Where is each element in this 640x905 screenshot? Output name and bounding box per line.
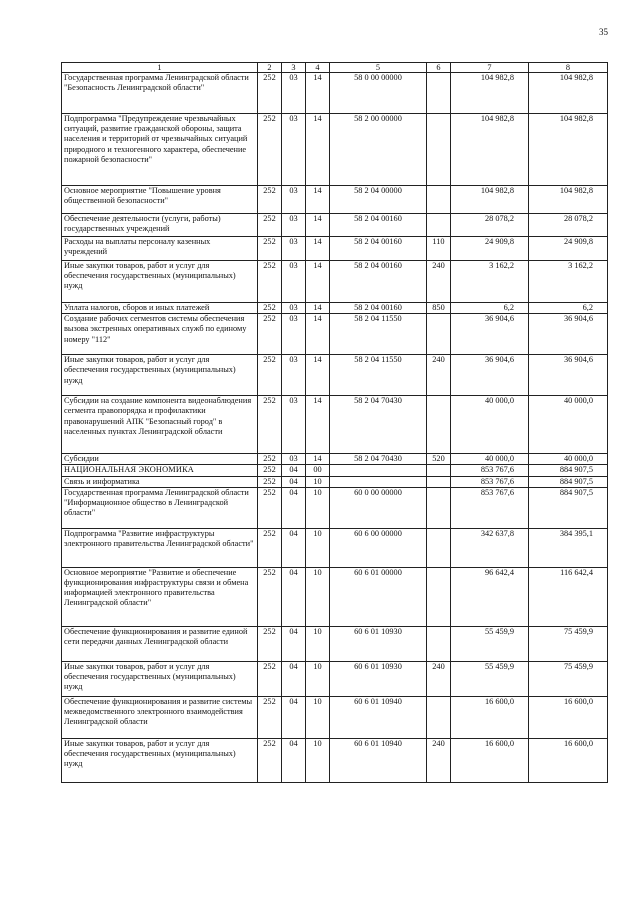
- row-name-cell: Подпрограмма "Предупреждение чрезвычайных ситуаций, развитие гражданской обороны, защита населения и территорий от чрезвычайных ситуаций природного и техногенного характера, обеспечение пожарной безопасности": [62, 114, 258, 186]
- target-article-cell: 58 2 04 00000: [330, 186, 427, 214]
- target-article-cell: 58 2 04 00160: [330, 237, 427, 261]
- section-code-cell: 04: [282, 528, 306, 567]
- amount-year1-cell: 6,2: [451, 303, 529, 314]
- amount-year1-cell: 853 767,6: [451, 487, 529, 528]
- subsection-code-cell: 14: [306, 114, 330, 186]
- row-name-cell: Иные закупки товаров, работ и услуг для обеспечения государственных (муниципальных) нужд: [62, 355, 258, 396]
- section-code-cell: 03: [282, 261, 306, 303]
- amount-year1-cell: 104 982,8: [451, 186, 529, 214]
- section-code-cell: 03: [282, 314, 306, 355]
- section-code-cell: 04: [282, 465, 306, 476]
- section-code-cell: 03: [282, 214, 306, 237]
- amount-year1-cell: 24 909,8: [451, 237, 529, 261]
- target-article-cell: 60 0 00 00000: [330, 487, 427, 528]
- row-name-cell: Обеспечение функционирования и развитие единой сети передачи данных Ленинградской области: [62, 626, 258, 661]
- ved-code-cell: 252: [258, 567, 282, 626]
- target-article-cell: 58 2 04 70430: [330, 454, 427, 465]
- target-article-cell: 58 2 04 11550: [330, 314, 427, 355]
- column-header: 8: [529, 63, 608, 73]
- section-code-cell: 04: [282, 696, 306, 738]
- amount-year1-cell: 16 600,0: [451, 696, 529, 738]
- amount-year2-cell: 75 459,9: [529, 661, 608, 696]
- ved-code-cell: 252: [258, 261, 282, 303]
- target-article-cell: 58 2 04 00160: [330, 214, 427, 237]
- section-code-cell: 04: [282, 738, 306, 782]
- row-name-cell: НАЦИОНАЛЬНАЯ ЭКОНОМИКА: [62, 465, 258, 476]
- amount-year2-cell: 6,2: [529, 303, 608, 314]
- amount-year1-cell: 16 600,0: [451, 738, 529, 782]
- amount-year1-cell: 3 162,2: [451, 261, 529, 303]
- ved-code-cell: 252: [258, 487, 282, 528]
- row-name-cell: Обеспечение функционирования и развитие системы межведомственного электронного взаимодействия Ленинградской области: [62, 696, 258, 738]
- table-row: [62, 476, 608, 487]
- amount-year1-cell: 104 982,8: [451, 73, 529, 114]
- table-header-row: [62, 63, 608, 73]
- expense-type-cell: 240: [427, 661, 451, 696]
- amount-year1-cell: 96 642,4: [451, 567, 529, 626]
- row-name-cell: Основное мероприятие "Повышение уровня общественной безопасности": [62, 186, 258, 214]
- amount-year2-cell: 24 909,8: [529, 237, 608, 261]
- table-row: [62, 487, 608, 528]
- table-row: [62, 186, 608, 214]
- amount-year2-cell: 384 395,1: [529, 528, 608, 567]
- ved-code-cell: 252: [258, 626, 282, 661]
- row-name-cell: Основное мероприятие "Развитие и обеспечение функционирования инфраструктуры связи и обмена информацией электронного правительства Ленинградской области": [62, 567, 258, 626]
- target-article-cell: [330, 476, 427, 487]
- amount-year1-cell: 55 459,9: [451, 626, 529, 661]
- expense-type-cell: [427, 696, 451, 738]
- ved-code-cell: 252: [258, 528, 282, 567]
- table-row: [62, 355, 608, 396]
- amount-year1-cell: 40 000,0: [451, 396, 529, 454]
- table-row: [62, 73, 608, 114]
- table-row: [62, 396, 608, 454]
- section-code-cell: 03: [282, 396, 306, 454]
- row-name-cell: Иные закупки товаров, работ и услуг для обеспечения государственных (муниципальных) нужд: [62, 261, 258, 303]
- expense-type-cell: [427, 528, 451, 567]
- section-code-cell: 04: [282, 626, 306, 661]
- subsection-code-cell: 00: [306, 465, 330, 476]
- row-name-cell: Расходы на выплаты персоналу казенных учреждений: [62, 237, 258, 261]
- ved-code-cell: 252: [258, 465, 282, 476]
- table-row: [62, 303, 608, 314]
- amount-year2-cell: 36 904,6: [529, 314, 608, 355]
- subsection-code-cell: 14: [306, 454, 330, 465]
- ved-code-cell: 252: [258, 738, 282, 782]
- subsection-code-cell: 14: [306, 355, 330, 396]
- column-header: 2: [258, 63, 282, 73]
- amount-year1-cell: 55 459,9: [451, 661, 529, 696]
- row-name-cell: Создание рабочих сегментов системы обеспечения вызова экстренных оперативных служб по единому номеру "112": [62, 314, 258, 355]
- amount-year1-cell: 36 904,6: [451, 355, 529, 396]
- target-article-cell: 58 2 04 00160: [330, 261, 427, 303]
- column-header: 4: [306, 63, 330, 73]
- row-name-cell: Субсидии: [62, 454, 258, 465]
- amount-year1-cell: 853 767,6: [451, 476, 529, 487]
- table-row: [62, 465, 608, 476]
- amount-year2-cell: 75 459,9: [529, 626, 608, 661]
- target-article-cell: 60 6 00 00000: [330, 528, 427, 567]
- subsection-code-cell: 14: [306, 214, 330, 237]
- section-code-cell: 03: [282, 73, 306, 114]
- target-article-cell: 58 2 04 70430: [330, 396, 427, 454]
- subsection-code-cell: 10: [306, 738, 330, 782]
- amount-year2-cell: 36 904,6: [529, 355, 608, 396]
- table-row: [62, 661, 608, 696]
- budget-table: [61, 62, 608, 783]
- amount-year1-cell: 342 637,8: [451, 528, 529, 567]
- section-code-cell: 03: [282, 186, 306, 214]
- row-name-cell: Субсидии на создание компонента видеонаблюдения сегмента правопорядка и профилактики правонарушений АПК "Безопасный город" в населенных пунктах Ленинградской области: [62, 396, 258, 454]
- table-row: [62, 738, 608, 782]
- expense-type-cell: [427, 73, 451, 114]
- amount-year2-cell: 3 162,2: [529, 261, 608, 303]
- row-name-cell: Обеспечение деятельности (услуги, работы) государственных учреждений: [62, 214, 258, 237]
- target-article-cell: 60 6 01 10940: [330, 738, 427, 782]
- subsection-code-cell: 14: [306, 73, 330, 114]
- expense-type-cell: 240: [427, 738, 451, 782]
- amount-year2-cell: 116 642,4: [529, 567, 608, 626]
- expense-type-cell: [427, 567, 451, 626]
- column-header: 5: [330, 63, 427, 73]
- column-header: 6: [427, 63, 451, 73]
- section-code-cell: 03: [282, 355, 306, 396]
- expense-type-cell: 240: [427, 261, 451, 303]
- amount-year2-cell: 40 000,0: [529, 396, 608, 454]
- expense-type-cell: 110: [427, 237, 451, 261]
- row-name-cell: Иные закупки товаров, работ и услуг для обеспечения государственных (муниципальных) нужд: [62, 661, 258, 696]
- table-row: [62, 567, 608, 626]
- table-row: [62, 214, 608, 237]
- expense-type-cell: [427, 186, 451, 214]
- ved-code-cell: 252: [258, 476, 282, 487]
- amount-year2-cell: 104 982,8: [529, 186, 608, 214]
- column-header: 3: [282, 63, 306, 73]
- section-code-cell: 04: [282, 567, 306, 626]
- table-row: [62, 454, 608, 465]
- target-article-cell: [330, 465, 427, 476]
- amount-year2-cell: 28 078,2: [529, 214, 608, 237]
- amount-year1-cell: 853 767,6: [451, 465, 529, 476]
- row-name-cell: Связь и информатика: [62, 476, 258, 487]
- expense-type-cell: [427, 314, 451, 355]
- row-name-cell: Государственная программа Ленинградской области "Информационное общество в Ленинградской области": [62, 487, 258, 528]
- target-article-cell: 60 6 01 00000: [330, 567, 427, 626]
- expense-type-cell: [427, 465, 451, 476]
- ved-code-cell: 252: [258, 186, 282, 214]
- section-code-cell: 04: [282, 476, 306, 487]
- subsection-code-cell: 10: [306, 567, 330, 626]
- amount-year1-cell: 36 904,6: [451, 314, 529, 355]
- page-number: 35: [599, 27, 608, 37]
- row-name-cell: Уплата налогов, сборов и иных платежей: [62, 303, 258, 314]
- subsection-code-cell: 10: [306, 487, 330, 528]
- amount-year2-cell: 884 907,5: [529, 487, 608, 528]
- ved-code-cell: 252: [258, 114, 282, 186]
- expense-type-cell: [427, 396, 451, 454]
- column-header: 7: [451, 63, 529, 73]
- column-header: 1: [62, 63, 258, 73]
- target-article-cell: 60 6 01 10940: [330, 696, 427, 738]
- target-article-cell: 58 0 00 00000: [330, 73, 427, 114]
- target-article-cell: 58 2 04 00160: [330, 303, 427, 314]
- table-row: [62, 314, 608, 355]
- ved-code-cell: 252: [258, 73, 282, 114]
- target-article-cell: 58 2 04 11550: [330, 355, 427, 396]
- subsection-code-cell: 10: [306, 528, 330, 567]
- expense-type-cell: [427, 114, 451, 186]
- expense-type-cell: [427, 626, 451, 661]
- amount-year1-cell: 104 982,8: [451, 114, 529, 186]
- subsection-code-cell: 14: [306, 314, 330, 355]
- row-name-cell: Подпрограмма "Развитие инфраструктуры электронного правительства Ленинградской области": [62, 528, 258, 567]
- expense-type-cell: 850: [427, 303, 451, 314]
- expense-type-cell: 240: [427, 355, 451, 396]
- amount-year2-cell: 884 907,5: [529, 476, 608, 487]
- subsection-code-cell: 14: [306, 261, 330, 303]
- target-article-cell: 60 6 01 10930: [330, 626, 427, 661]
- section-code-cell: 04: [282, 487, 306, 528]
- subsection-code-cell: 10: [306, 696, 330, 738]
- subsection-code-cell: 10: [306, 626, 330, 661]
- ved-code-cell: 252: [258, 303, 282, 314]
- expense-type-cell: [427, 487, 451, 528]
- ved-code-cell: 252: [258, 314, 282, 355]
- amount-year2-cell: 104 982,8: [529, 114, 608, 186]
- amount-year2-cell: 40 000,0: [529, 454, 608, 465]
- ved-code-cell: 252: [258, 661, 282, 696]
- amount-year2-cell: 16 600,0: [529, 696, 608, 738]
- subsection-code-cell: 14: [306, 303, 330, 314]
- ved-code-cell: 252: [258, 396, 282, 454]
- ved-code-cell: 252: [258, 454, 282, 465]
- table-row: [62, 626, 608, 661]
- section-code-cell: 03: [282, 303, 306, 314]
- table-row: [62, 261, 608, 303]
- expense-type-cell: [427, 476, 451, 487]
- subsection-code-cell: 14: [306, 237, 330, 261]
- ved-code-cell: 252: [258, 355, 282, 396]
- amount-year2-cell: 104 982,8: [529, 73, 608, 114]
- subsection-code-cell: 14: [306, 186, 330, 214]
- section-code-cell: 03: [282, 114, 306, 186]
- section-code-cell: 03: [282, 237, 306, 261]
- amount-year1-cell: 28 078,2: [451, 214, 529, 237]
- table-row: [62, 114, 608, 186]
- row-name-cell: Иные закупки товаров, работ и услуг для обеспечения государственных (муниципальных) нужд: [62, 738, 258, 782]
- target-article-cell: 60 6 01 10930: [330, 661, 427, 696]
- ved-code-cell: 252: [258, 237, 282, 261]
- table-row: [62, 696, 608, 738]
- ved-code-cell: 252: [258, 214, 282, 237]
- ved-code-cell: 252: [258, 696, 282, 738]
- amount-year1-cell: 40 000,0: [451, 454, 529, 465]
- table-row: [62, 237, 608, 261]
- amount-year2-cell: 16 600,0: [529, 738, 608, 782]
- subsection-code-cell: 14: [306, 396, 330, 454]
- expense-type-cell: [427, 214, 451, 237]
- section-code-cell: 04: [282, 661, 306, 696]
- subsection-code-cell: 10: [306, 476, 330, 487]
- row-name-cell: Государственная программа Ленинградской области "Безопасность Ленинградской области": [62, 73, 258, 114]
- amount-year2-cell: 884 907,5: [529, 465, 608, 476]
- subsection-code-cell: 10: [306, 661, 330, 696]
- section-code-cell: 03: [282, 454, 306, 465]
- table-row: [62, 528, 608, 567]
- expense-type-cell: 520: [427, 454, 451, 465]
- target-article-cell: 58 2 00 00000: [330, 114, 427, 186]
